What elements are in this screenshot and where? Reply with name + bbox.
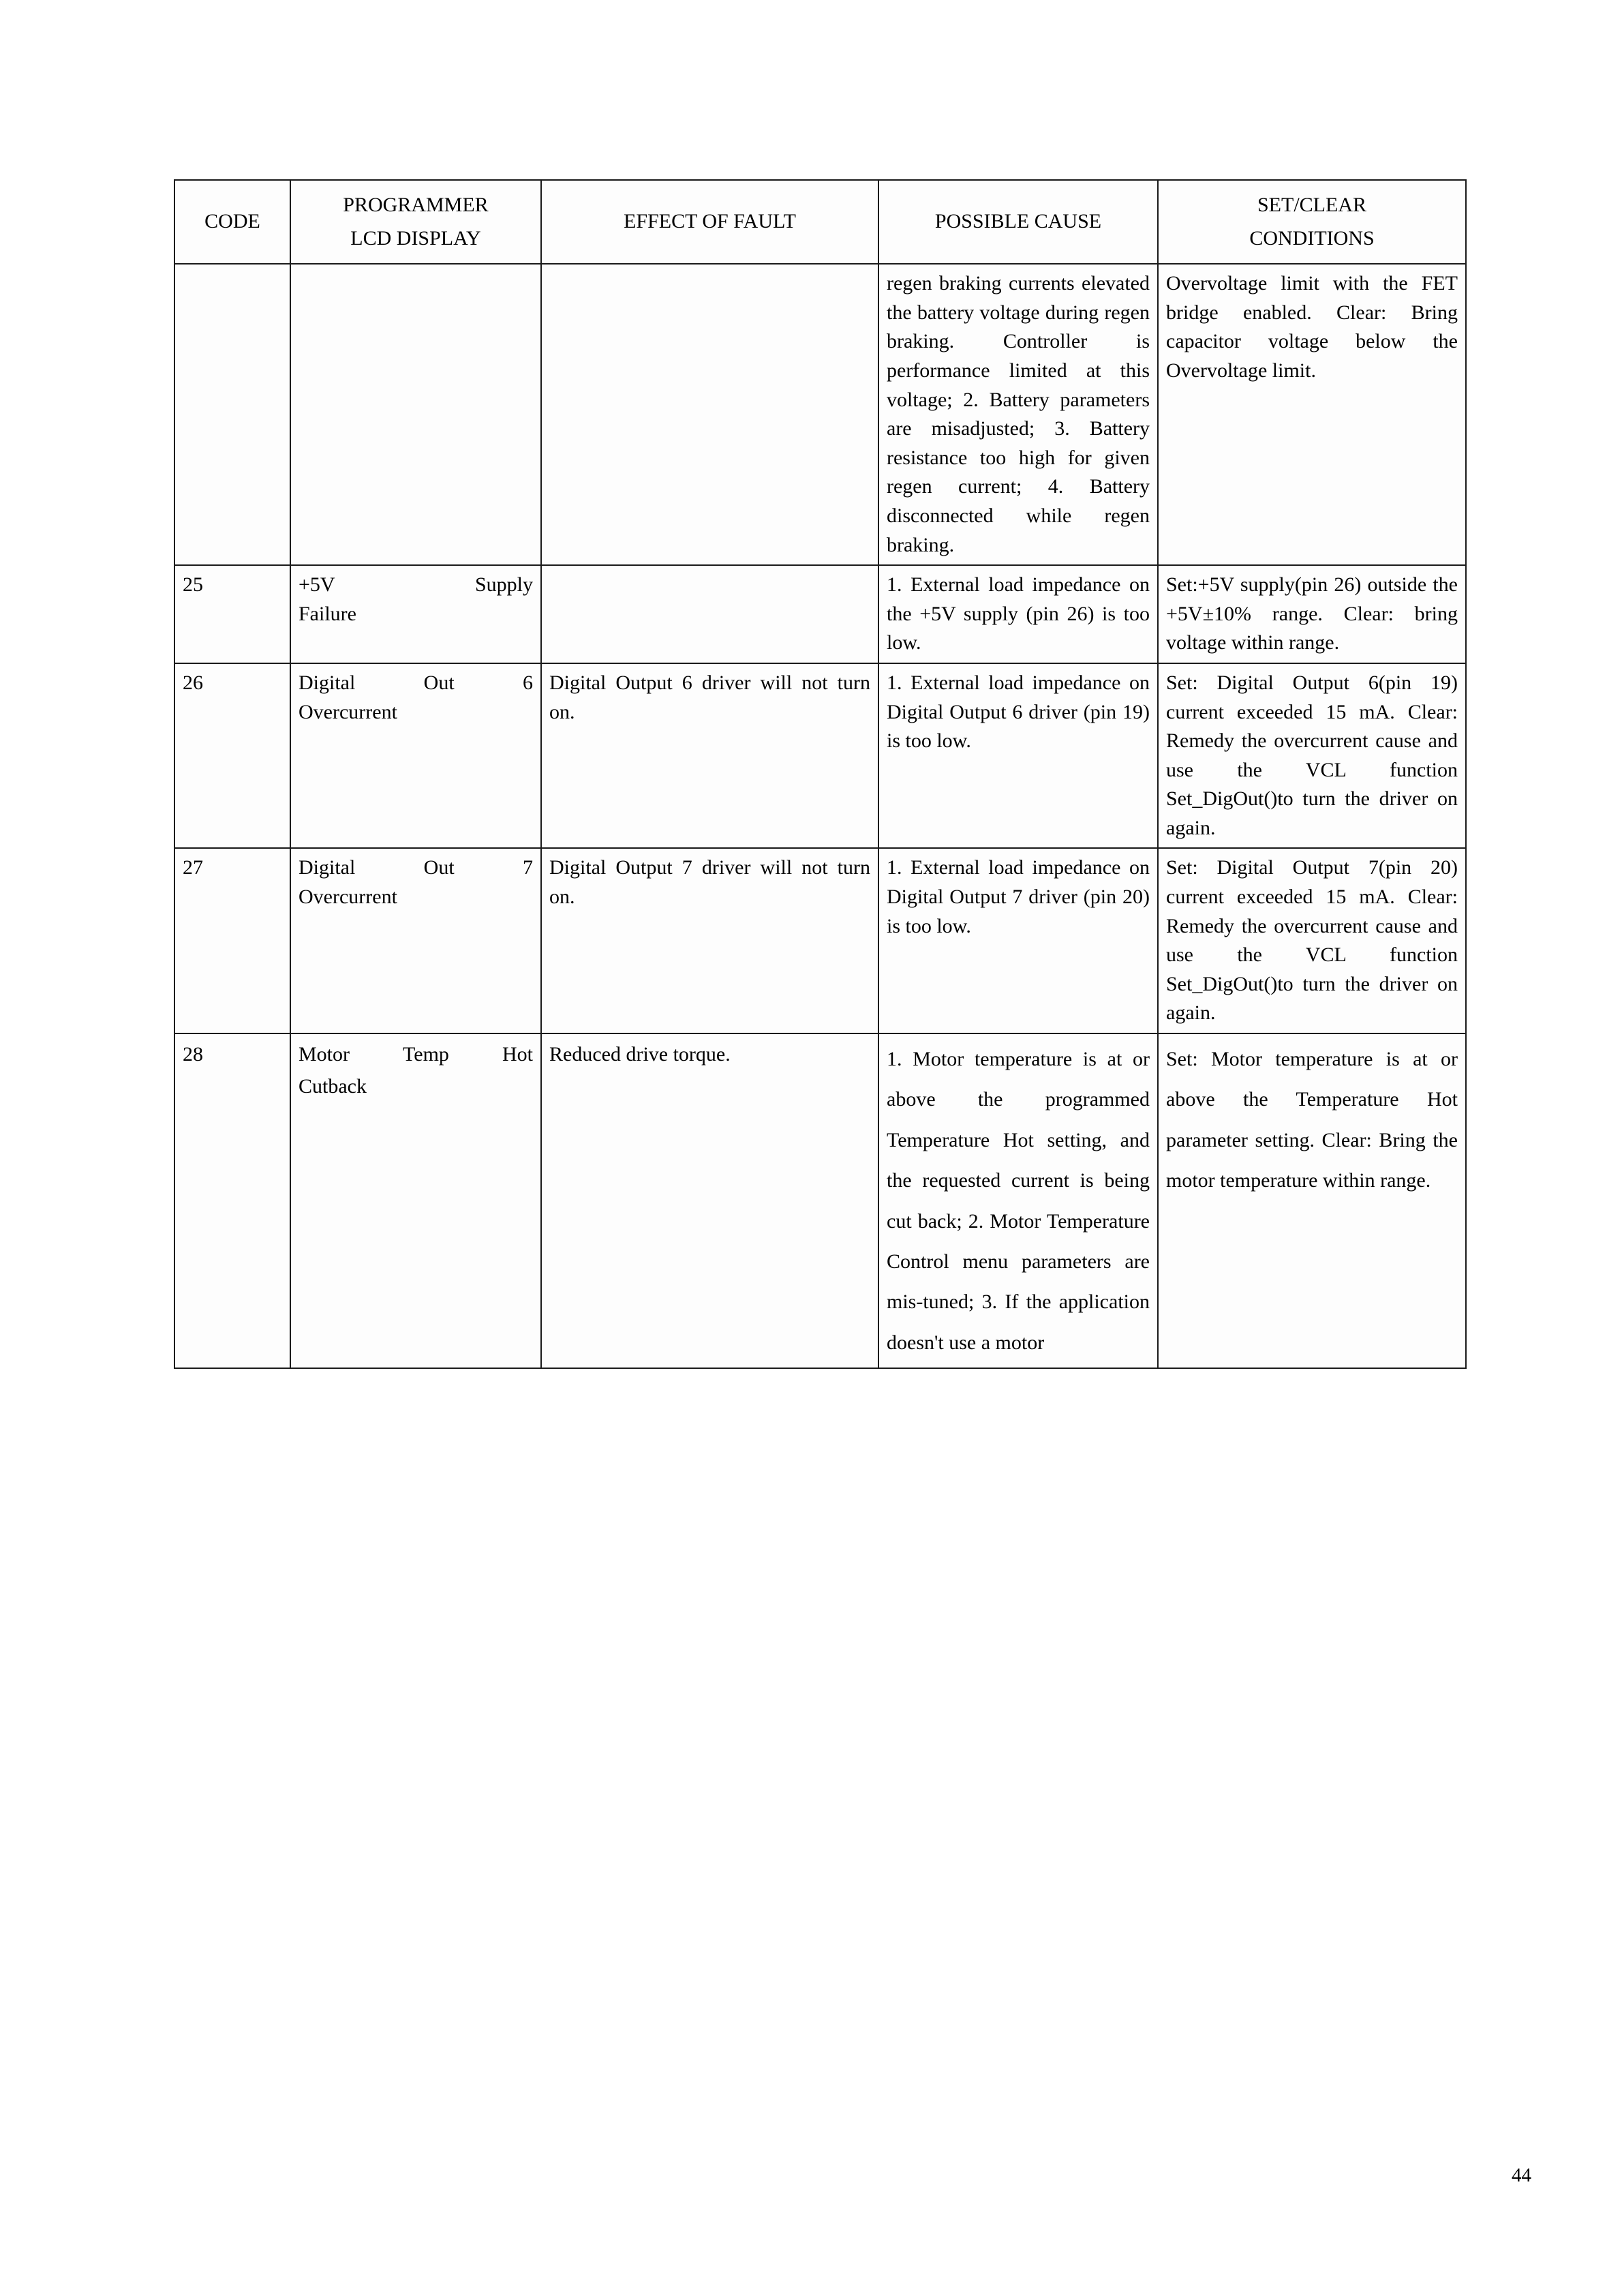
lcd-line-1-word-1: Digital [299,856,356,879]
cell-effect-of-fault [541,264,878,565]
lcd-line-1-word-3: 6 [522,671,533,694]
column-header-programmer-lcd-display [290,180,541,264]
lcd-line-1-word-2: Out [423,671,455,694]
column-header-setclear-line1: SET/CLEAR [1257,194,1366,216]
lcd-line-2: Overcurrent [299,886,397,909]
cell-effect-of-fault: Reduced drive torque. [541,1033,878,1368]
lcd-line-1-word-2: Out [423,856,455,879]
lcd-line-1-word-2: Temp [403,1043,449,1066]
cell-lcd-display [290,264,541,565]
table-row [174,1033,1466,1368]
cell-possible-cause: regen braking currents elevated the battery voltage during regen braking. Controller is performance limited at this voltage; 2. Battery parameters are misadjusted; 3. Battery resistance too high for given regen current; 4. Battery disconnected while regen braking. [878,264,1158,565]
lcd-line-1-word-1: Motor [299,1043,350,1066]
lcd-line-1-word-1: +5V [299,573,335,596]
lcd-line-1-word-3: Hot [502,1043,533,1066]
table-row [174,848,1466,1033]
page-number: 44 [1512,2164,1531,2186]
lcd-line-1-word-1: Digital [299,671,356,694]
column-header-programmer-line1: PROGRAMMER [343,194,489,216]
cell-possible-cause: 1. Motor temperature is at or above the programmed Temperature Hot setting, and the requested current is being cut back; 2. Motor Temperature Control menu parameters are mis-tuned; 3. If the application doesn't use a motor [878,1033,1158,1368]
lcd-line-1-word-3: 7 [522,856,533,879]
table-body [174,264,1466,1368]
lcd-line-2: Cutback [299,1074,367,1098]
column-header-set-clear-conditions [1158,180,1466,264]
lcd-line-1 [299,571,533,600]
table-row [174,663,1466,849]
cell-set-clear-conditions: Set: Digital Output 6(pin 19) current exceeded 15 mA. Clear: Remedy the overcurrent cause and use the VCL function Set_DigOut()to turn the driver on again. [1158,663,1466,849]
lcd-line-2: Failure [299,602,356,625]
cell-set-clear-conditions: Set:+5V supply(pin 26) outside the +5V±10% range. Clear: bring voltage within range. [1158,565,1466,663]
lcd-line-1 [299,669,533,698]
cell-lcd-display [290,565,541,663]
table-row [174,565,1466,663]
cell-code: 28 [174,1033,290,1368]
cell-code: 25 [174,565,290,663]
column-header-possible-cause: POSSIBLE CAUSE [878,180,1158,264]
cell-lcd-display [290,663,541,849]
column-header-setclear-line2: CONDITIONS [1249,226,1375,250]
cell-possible-cause: 1. External load impedance on Digital Output 6 driver (pin 19) is too low. [878,663,1158,849]
lcd-line-1-word-2: Supply [474,573,533,596]
cell-set-clear-conditions: Set: Digital Output 7(pin 20) current exceeded 15 mA. Clear: Remedy the overcurrent cause and use the VCL function Set_DigOut()to turn the driver on again. [1158,848,1466,1033]
table-header-row [174,180,1466,264]
cell-set-clear-conditions: Set: Motor temperature is at or above the Temperature Hot parameter setting. Clear: Bring the motor temperature within range. [1158,1033,1466,1368]
cell-set-clear-conditions: Overvoltage limit with the FET bridge enabled. Clear: Bring capacitor voltage below the Overvoltage limit. [1158,264,1466,565]
cell-possible-cause: 1. External load impedance on the +5V supply (pin 26) is too low. [878,565,1158,663]
table-row [174,264,1466,565]
cell-effect-of-fault: Digital Output 7 driver will not turn on. [541,848,878,1033]
table-header [174,180,1466,264]
lcd-line-1 [299,854,533,883]
cell-lcd-display [290,1033,541,1368]
cell-code: 27 [174,848,290,1033]
cell-possible-cause: 1. External load impedance on Digital Output 7 driver (pin 20) is too low. [878,848,1158,1033]
cell-effect-of-fault [541,565,878,663]
cell-lcd-display [290,848,541,1033]
column-header-programmer-line2: LCD DISPLAY [350,226,481,250]
lcd-line-2: Overcurrent [299,700,397,723]
cell-effect-of-fault: Digital Output 6 driver will not turn on. [541,663,878,849]
cell-code: 26 [174,663,290,849]
lcd-line-1 [299,1039,533,1071]
column-header-effect-of-fault: EFFECT OF FAULT [541,180,878,264]
cell-code [174,264,290,565]
fault-code-table [174,179,1467,1369]
column-header-code: CODE [174,180,290,264]
